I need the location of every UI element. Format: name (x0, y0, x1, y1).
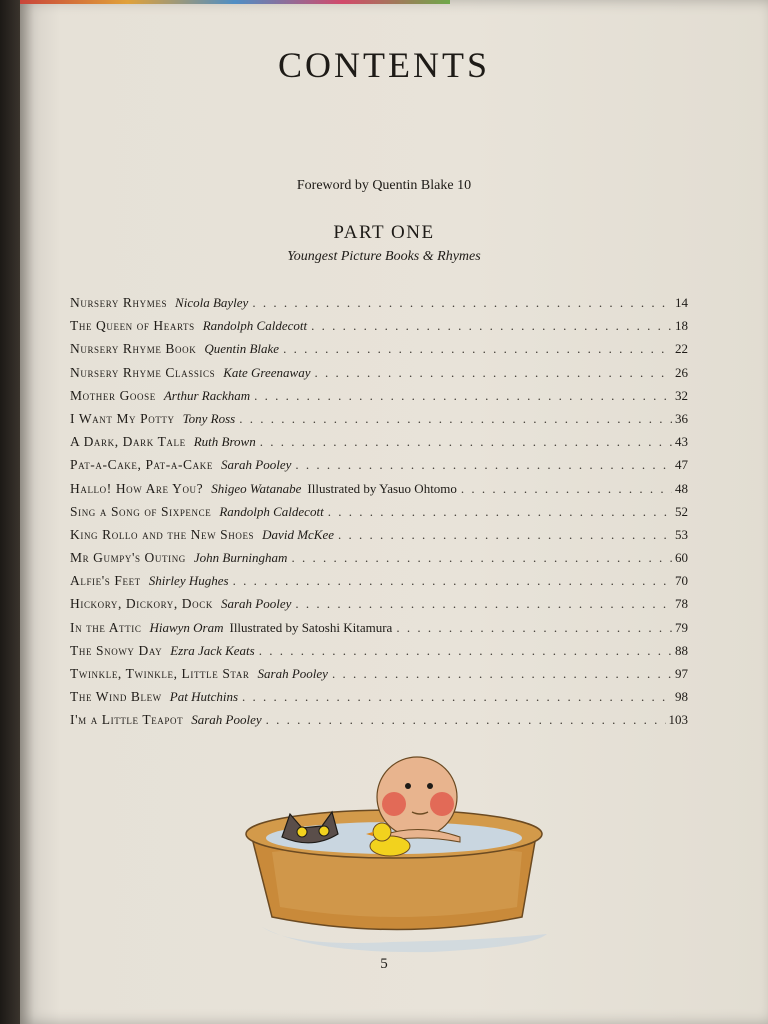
dot-leader (254, 388, 672, 404)
table-of-contents (70, 295, 688, 736)
toc-entry-title: King Rollo and the New Shoes (70, 526, 255, 542)
toc-entry-author: Sarah Pooley (220, 596, 292, 612)
toc-entry-page-number: 48 (675, 480, 688, 496)
toc-entry-title: Twinkle, Twinkle, Little Star (70, 666, 250, 681)
toc-entry (70, 712, 688, 735)
toc-entry-title: Alfie's Feet (70, 573, 141, 589)
toc-entry-page-number: 98 (675, 689, 688, 705)
toc-entry-author: Sarah Pooley (191, 712, 262, 728)
toc-entry (70, 434, 688, 457)
toc-entry-page-number: 88 (675, 642, 688, 658)
dot-leader (242, 689, 672, 705)
toc-entry (70, 295, 688, 318)
toc-entry-title: Mother Goose (70, 387, 156, 403)
toc-entry-author: Quentin Blake (204, 341, 280, 357)
toc-entry-page-number: 18 (675, 318, 688, 334)
dot-leader (259, 643, 672, 659)
toc-entry-page-number: 60 (675, 550, 688, 566)
dot-leader (338, 527, 672, 543)
toc-entry (70, 341, 688, 364)
dot-leader (252, 295, 672, 311)
toc-entry-author: Kate Greenaway (223, 364, 311, 380)
toc-entry-author: Sarah Pooley (220, 457, 292, 473)
toc-entry-page-number: 43 (675, 434, 688, 450)
toc-entry (70, 318, 688, 341)
dot-leader (295, 596, 672, 612)
toc-entry-author: Shigeo Watanabe (211, 480, 302, 496)
dot-leader (461, 481, 672, 497)
toc-entry (70, 481, 688, 504)
baby-cheek-left (382, 792, 406, 816)
dot-leader (311, 318, 672, 334)
toc-entry-title: Nursery Rhymes (70, 295, 168, 310)
toc-entry-page-number: 36 (675, 410, 688, 426)
toc-entry-author: Hiawyn Oram (149, 619, 224, 635)
dot-leader (283, 341, 672, 357)
toc-entry-title: Nursery Rhyme Book (70, 341, 197, 357)
dot-leader (396, 620, 672, 636)
dot-leader (239, 411, 672, 427)
toc-entry-title: I'm a Little Teapot (70, 712, 184, 728)
toc-entry-page-number: 32 (675, 387, 688, 403)
toc-entry (70, 620, 688, 643)
toc-entry-author: Sarah Pooley (257, 666, 328, 681)
toc-entry-illustrator: Illustrated by Yasuo Ohtomo (307, 480, 457, 496)
toc-entry-title: Pat-a-Cake, Pat-a-Cake (70, 457, 213, 473)
water-puddle (262, 927, 547, 952)
toc-entry-title: Mr Gumpy's Outing (70, 550, 186, 566)
toc-entry-title: The Queen of Hearts (70, 318, 195, 334)
toc-entry (70, 573, 688, 596)
toc-entry-page-number: 52 (675, 503, 688, 519)
toc-entry (70, 411, 688, 434)
toc-entry (70, 689, 688, 712)
book-spine-shadow (0, 0, 20, 1024)
toc-entry-author: John Burningham (193, 550, 288, 566)
toc-entry-author: Arthur Rackham (163, 387, 251, 403)
toc-entry-page-number: 103 (668, 712, 688, 728)
toc-entry-page-number: 79 (675, 619, 688, 635)
toc-entry-author: Ezra Jack Keats (170, 642, 255, 658)
foreword-line: Foreword by Quentin Blake 10 (296, 178, 472, 193)
dot-leader (266, 712, 666, 728)
toc-entry-author: Randolph Caldecott (219, 503, 324, 519)
toc-entry-page-number: 47 (675, 457, 688, 473)
toc-entry-page-number: 70 (675, 573, 688, 589)
toc-entry-author: Shirley Hughes (148, 573, 229, 589)
toc-entry-page-number: 78 (675, 596, 688, 612)
toc-entry-title: The Snowy Day (70, 642, 163, 658)
baby-bath-illustration (232, 742, 562, 957)
toc-entry-title: In the Attic (70, 619, 142, 635)
toc-entry-author: Nicola Bayley (175, 295, 249, 310)
toc-entry-author: David McKee (262, 526, 335, 542)
toc-entry-page-number: 26 (675, 364, 688, 380)
toc-entry-author: Randolph Caldecott (202, 318, 308, 334)
toc-entry-title: A Dark, Dark Tale (70, 434, 186, 450)
toc-entry (70, 388, 688, 411)
toc-entry (70, 550, 688, 573)
part-subtitle: Youngest Picture Books & Rhymes (287, 249, 481, 264)
dot-leader (291, 550, 672, 566)
dot-leader (332, 666, 672, 682)
toc-entry (70, 666, 688, 689)
toc-entry-title: Sing a Song of Sixpence (70, 503, 212, 519)
dot-leader (314, 365, 672, 381)
page-title: CONTENTS (278, 45, 490, 85)
baby-cheek-right (430, 792, 454, 816)
dot-leader (233, 573, 672, 589)
toc-entry (70, 457, 688, 480)
toc-entry-page-number: 53 (675, 526, 688, 542)
toc-entry-page-number: 22 (675, 341, 688, 357)
toc-entry-author: Ruth Brown (193, 434, 256, 450)
toc-entry-title: Hickory, Dickory, Dock (70, 596, 213, 612)
toc-entry (70, 596, 688, 619)
toc-entry (70, 643, 688, 666)
toc-entry-page-number: 97 (675, 666, 688, 681)
part-title: PART ONE (333, 222, 435, 243)
toc-entry-page-number: 14 (675, 295, 688, 310)
page-top-color-strip (20, 0, 450, 4)
toc-entry (70, 365, 688, 388)
page-number: 5 (380, 956, 388, 972)
toc-entry-author: Tony Ross (182, 410, 236, 426)
dot-leader (295, 457, 672, 473)
toc-entry-title: I Want My Potty (70, 410, 175, 426)
toc-entry-title: The Wind Blew (70, 689, 162, 705)
dot-leader (260, 434, 672, 450)
toc-entry (70, 527, 688, 550)
toc-entry-title: Nursery Rhyme Classics (70, 364, 216, 380)
toc-entry-author: Pat Hutchins (169, 689, 239, 705)
dot-leader (328, 504, 672, 520)
toc-entry (70, 504, 688, 527)
toc-entry-title: Hallo! How Are You? (70, 480, 204, 496)
toc-entry-illustrator: Illustrated by Satoshi Kitamura (229, 619, 393, 635)
